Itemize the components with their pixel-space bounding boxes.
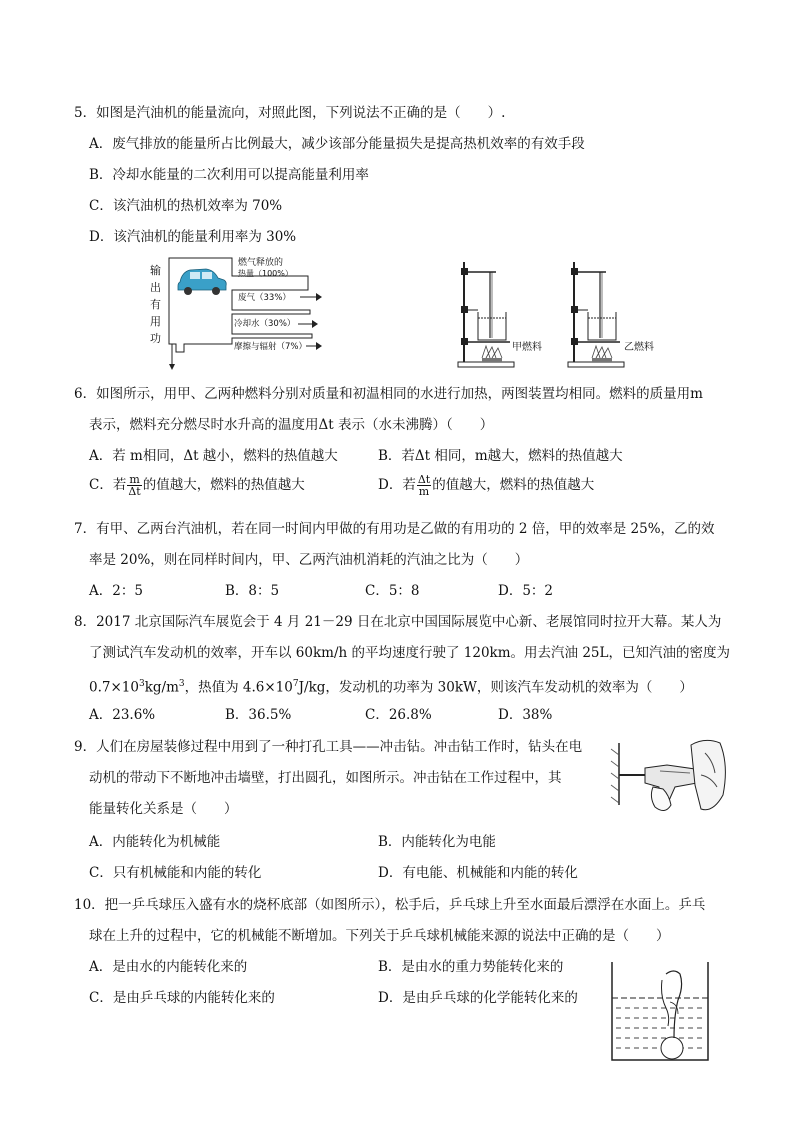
q7-option-a: A．2：5 bbox=[89, 583, 143, 599]
q6-fig-right-label: 乙燃料 bbox=[624, 342, 654, 353]
q9-option-a: A．内能转化为机械能 bbox=[89, 834, 221, 850]
q5-fig-useful-char-2: 出 bbox=[150, 281, 161, 294]
q6-option-d: D．若 $\frac{\Delta t}{m}$ 的值越大，燃料的热值越大 bbox=[378, 473, 595, 498]
q9-option-b: B．内能转化为电能 bbox=[378, 834, 496, 850]
q6-option-a: A．若 m相同，Δt 越小，燃料的热值越大 bbox=[89, 448, 338, 464]
q8-stem-line-1: 8．2017 北京国际汽车展览会于 4 月 21－29 日在北京中国国际展览中心新、老展馆同时拉开大幕。某人为 bbox=[74, 614, 722, 630]
q5-option-d: D．该汽油机的能量利用率为 30% bbox=[89, 229, 297, 245]
q6-stem-line-2: 表示，燃料充分燃尽时水升高的温度用Δt 表示（水未沸腾）（ ） bbox=[89, 417, 494, 433]
q8-stem-line-2: 了测试汽车发动机的效率，开车以 60km/h 的平均速度行驶了 120km。用去汽油 25L，已知汽油的密度为 bbox=[89, 645, 730, 661]
q5-option-a: A．废气排放的能量所占比例最大，减少该部分能量损失是提高热机效率的有效手段 bbox=[89, 136, 585, 152]
arrow-right-icon bbox=[312, 320, 318, 328]
q5-fig-cooling-label: 冷却水（30%） bbox=[234, 319, 296, 329]
q5-fig-exhaust-label: 废气（33%） bbox=[238, 293, 291, 303]
q7-option-c: C．5：8 bbox=[365, 583, 420, 599]
car-icon bbox=[178, 269, 226, 295]
q9-stem-line-3: 能量转化关系是（ ） bbox=[89, 801, 238, 817]
q10-option-d: D．是由乒乓球的化学能转化来的 bbox=[378, 990, 578, 1006]
heating-stand-left bbox=[458, 262, 514, 367]
q5-fig-useful-char-5: 功 bbox=[150, 332, 161, 345]
heating-stand-right bbox=[568, 262, 624, 367]
ping-pong-ball bbox=[661, 1037, 683, 1059]
q6-option-c: C．若 $\frac{m}{\Delta t}$ 的值越大，燃料的热值越大 bbox=[89, 473, 305, 498]
q8-option-b: B．36.5% bbox=[225, 707, 292, 723]
arrow-right-icon bbox=[316, 293, 322, 301]
q8-option-a: A．23.6% bbox=[89, 707, 156, 723]
q10-option-b: B．是由水的重力势能转化来的 bbox=[378, 959, 564, 975]
q8-stem-line-3: $0.7\times 10^3kg/m^3$，热值为 $4.6\times 10^7J/kg$，发动机的功率为 30kW，则该汽车发动机的效率为（ ） bbox=[89, 679, 693, 696]
q10-stem-line-2: 球在上升的过程中，它的机械能不断增加。下列关于乒乓球机械能来源的说法中正确的是（ ） bbox=[89, 928, 670, 944]
q5-fig-top-label-2: 热量（100%） bbox=[238, 269, 293, 278]
q5-stem: 5．如图是汽油机的能量流向，对照此图，下列说法不正确的是（ ）. bbox=[74, 105, 506, 121]
q6-fig-left-label: 甲燃料 bbox=[512, 342, 542, 353]
q10-option-a: A．是由水的内能转化来的 bbox=[89, 959, 248, 975]
q6-heating-apparatus-figure bbox=[452, 258, 662, 370]
q6-option-b: B．若Δt 相同，m越大，燃料的热值越大 bbox=[378, 448, 623, 464]
q5-fig-useful-char-4: 用 bbox=[150, 315, 161, 328]
q5-fig-top-label-1: 燃气释放的 bbox=[238, 258, 284, 268]
q10-stem-line-1: 10．把一乒乓球压入盛有水的烧杯底部（如图所示），松手后，乒乓球上升至水面最后漂浮在水面上。乒乓 bbox=[74, 897, 706, 913]
q5-fig-useful-char-1: 输 bbox=[150, 264, 161, 277]
fraction-m-over-dt: $\frac{m}{\Delta t}$ bbox=[128, 473, 141, 498]
q7-option-b: B．8：5 bbox=[225, 583, 280, 599]
q5-option-b: B．冷却水能量的二次利用可以提高能量利用率 bbox=[89, 167, 369, 183]
q10-option-c: C．是由乒乓球的内能转化来的 bbox=[89, 990, 275, 1006]
q10-beaker-pingpong-figure bbox=[608, 960, 713, 1065]
q9-stem-line-2: 动机的带动下不断地冲击墙壁，打出圆孔，如图所示。冲击钻在工作过程中，其 bbox=[89, 770, 562, 786]
q8-option-d: D．38% bbox=[498, 707, 553, 723]
q6-stem-line-1: 6．如图所示，用甲、乙两种燃料分别对质量和初温相同的水进行加热，两图装置均相同。燃料的质量用m bbox=[74, 386, 703, 402]
fraction-dt-over-m: $\frac{\Delta t}{m}$ bbox=[417, 473, 431, 498]
q9-option-c: C．只有机械能和内能的转化 bbox=[89, 865, 262, 881]
q5-energy-flow-figure bbox=[140, 252, 340, 374]
q8-option-c: C．26.8% bbox=[365, 707, 432, 723]
q9-option-d: D．有电能、机械能和内能的转化 bbox=[378, 865, 578, 881]
q5-fig-useful-char-3: 有 bbox=[150, 298, 161, 311]
q5-option-c: C．该汽油机的热机效率为 70% bbox=[89, 198, 283, 214]
q7-stem-line-2: 率是 20%，则在同样时间内，甲、乙两汽油机消耗的汽油之比为（ ） bbox=[89, 552, 529, 568]
q9-stem-line-1: 9．人们在房屋装修过程中用到了一种打孔工具——冲击钻。冲击钻工作时，钻头在电 bbox=[74, 739, 583, 755]
q7-option-d: D．5：2 bbox=[498, 583, 554, 599]
q5-fig-friction-label: 摩擦与辐射（7%） bbox=[234, 342, 307, 352]
arrow-right-icon bbox=[316, 342, 322, 350]
q9-impact-drill-figure bbox=[605, 735, 730, 820]
arrow-down-icon bbox=[169, 364, 175, 370]
q7-stem-line-1: 7．有甲、乙两台汽油机，若在同一时间内甲做的有用功是乙做的有用功的 2 倍，甲的效率是 25%，乙的效 bbox=[74, 521, 715, 537]
